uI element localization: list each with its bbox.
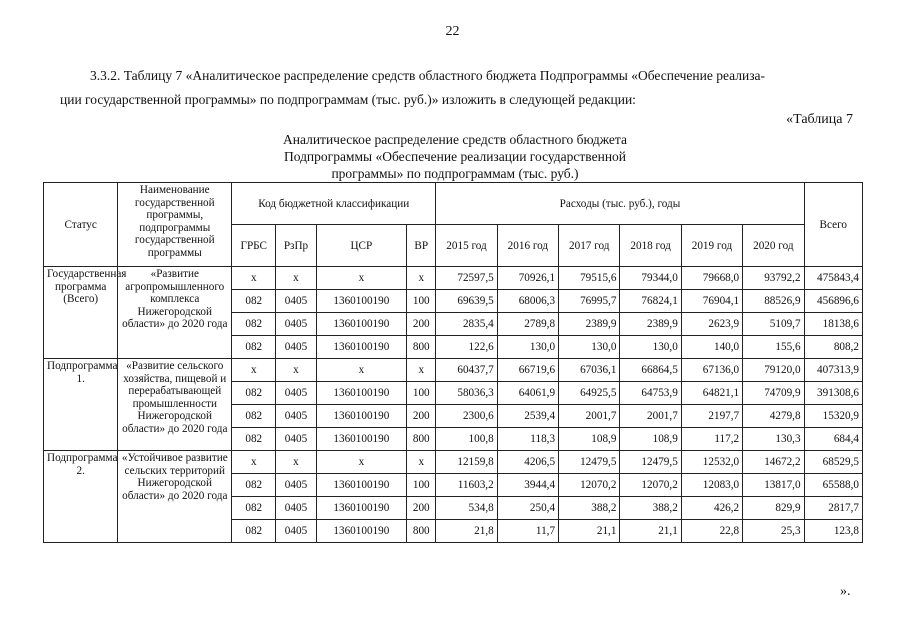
amount-cell: 2389,9 — [620, 313, 681, 336]
code-cell: 200 — [407, 497, 436, 520]
code-cell: 1360100190 — [316, 382, 407, 405]
amount-cell: 66864,5 — [620, 359, 681, 382]
amount-cell: 2300,6 — [436, 405, 497, 428]
row-status: Подпрограмма 2. — [44, 451, 118, 543]
code-cell: x — [276, 451, 316, 474]
amount-cell: 69639,5 — [436, 290, 497, 313]
amount-cell: 72597,5 — [436, 267, 497, 290]
code-cell: 082 — [232, 520, 276, 543]
code-cell: 082 — [232, 382, 276, 405]
amount-cell: 11603,2 — [436, 474, 497, 497]
amount-cell: 130,0 — [497, 336, 558, 359]
amount-cell: 67036,1 — [559, 359, 620, 382]
amount-cell: 67136,0 — [681, 359, 742, 382]
amount-cell: 25,3 — [743, 520, 804, 543]
total-cell: 391308,6 — [804, 382, 862, 405]
header-year-2019: 2019 год — [681, 225, 742, 267]
amount-cell: 68006,3 — [497, 290, 558, 313]
code-cell: 082 — [232, 405, 276, 428]
code-cell: 0405 — [276, 313, 316, 336]
amount-cell: 3944,4 — [497, 474, 558, 497]
amount-cell: 12159,8 — [436, 451, 497, 474]
code-cell: 082 — [232, 474, 276, 497]
total-cell: 65588,0 — [804, 474, 862, 497]
amount-cell: 64925,5 — [559, 382, 620, 405]
amount-cell: 12070,2 — [620, 474, 681, 497]
amount-cell: 11,7 — [497, 520, 558, 543]
code-cell: 082 — [232, 497, 276, 520]
header-year-2016: 2016 год — [497, 225, 558, 267]
code-cell: 100 — [407, 382, 436, 405]
code-cell: x — [316, 359, 407, 382]
code-cell: 200 — [407, 405, 436, 428]
header-year-2020: 2020 год — [743, 225, 804, 267]
total-cell: 475843,4 — [804, 267, 862, 290]
amount-cell: 12479,5 — [559, 451, 620, 474]
code-cell: 100 — [407, 474, 436, 497]
code-cell: 0405 — [276, 428, 316, 451]
code-cell: x — [316, 267, 407, 290]
code-cell: 1360100190 — [316, 405, 407, 428]
page-number: 22 — [445, 24, 460, 39]
amount-cell: 130,0 — [620, 336, 681, 359]
intro-line-2: ции государственной программы» по подпрограммам (тыс. руб.)» изложить в следующей редакции: — [60, 92, 636, 107]
amount-cell: 388,2 — [559, 497, 620, 520]
budget-table — [43, 182, 863, 543]
header-code-rzpr: РзПр — [276, 225, 316, 267]
code-cell: 0405 — [276, 336, 316, 359]
code-cell: 200 — [407, 313, 436, 336]
header-name: Наименование государственной программы, подпрограммы государственной программы — [118, 183, 232, 267]
amount-cell: 74709,9 — [743, 382, 804, 405]
code-cell: x — [316, 451, 407, 474]
code-cell: 0405 — [276, 382, 316, 405]
amount-cell: 130,3 — [743, 428, 804, 451]
amount-cell: 829,9 — [743, 497, 804, 520]
amount-cell: 108,9 — [620, 428, 681, 451]
header-code-grbs: ГРБС — [232, 225, 276, 267]
amount-cell: 117,2 — [681, 428, 742, 451]
header-total: Всего — [804, 183, 862, 267]
total-cell: 808,2 — [804, 336, 862, 359]
total-cell: 407313,9 — [804, 359, 862, 382]
amount-cell: 108,9 — [559, 428, 620, 451]
table-title-line-3: программы» по подпрограммам (тыс. руб.) — [331, 166, 579, 181]
code-cell: x — [232, 267, 276, 290]
code-cell: 1360100190 — [316, 520, 407, 543]
amount-cell: 76904,1 — [681, 290, 742, 313]
header-status: Статус — [44, 183, 118, 267]
amount-cell: 70926,1 — [497, 267, 558, 290]
table-title — [240, 131, 670, 182]
amount-cell: 76995,7 — [559, 290, 620, 313]
amount-cell: 2623,9 — [681, 313, 742, 336]
amount-cell: 118,3 — [497, 428, 558, 451]
code-cell: 1360100190 — [316, 336, 407, 359]
amount-cell: 12083,0 — [681, 474, 742, 497]
amount-cell: 12479,5 — [620, 451, 681, 474]
amount-cell: 21,1 — [559, 520, 620, 543]
amount-cell: 2789,8 — [497, 313, 558, 336]
amount-cell: 13817,0 — [743, 474, 804, 497]
amount-cell: 2001,7 — [559, 405, 620, 428]
total-cell: 2817,7 — [804, 497, 862, 520]
code-cell: 1360100190 — [316, 313, 407, 336]
code-cell: x — [232, 359, 276, 382]
code-cell: x — [407, 359, 436, 382]
amount-cell: 534,8 — [436, 497, 497, 520]
code-cell: x — [232, 451, 276, 474]
amount-cell: 76824,1 — [620, 290, 681, 313]
amount-cell: 64821,1 — [681, 382, 742, 405]
header-year-2015: 2015 год — [436, 225, 497, 267]
code-cell: 082 — [232, 336, 276, 359]
amount-cell: 155,6 — [743, 336, 804, 359]
header-year-2018: 2018 год — [620, 225, 681, 267]
amount-cell: 2835,4 — [436, 313, 497, 336]
amount-cell: 4279,8 — [743, 405, 804, 428]
code-cell: 800 — [407, 336, 436, 359]
row-status: Государственная программа (Всего) — [44, 267, 118, 359]
amount-cell: 140,0 — [681, 336, 742, 359]
amount-cell: 12532,0 — [681, 451, 742, 474]
closing-quote: ». — [840, 584, 851, 599]
code-cell: 1360100190 — [316, 290, 407, 313]
code-cell: 1360100190 — [316, 428, 407, 451]
code-cell: x — [407, 267, 436, 290]
amount-cell: 60437,7 — [436, 359, 497, 382]
intro-line-1: 3.3.2. Таблицу 7 «Аналитическое распределение средств областного бюджета Подпрограммы «Обеспечение реализа- — [90, 68, 766, 83]
amount-cell: 79344,0 — [620, 267, 681, 290]
code-cell: 0405 — [276, 290, 316, 313]
header-code-csr: ЦСР — [316, 225, 407, 267]
amount-cell: 5109,7 — [743, 313, 804, 336]
amount-cell: 250,4 — [497, 497, 558, 520]
amount-cell: 426,2 — [681, 497, 742, 520]
amount-cell: 2539,4 — [497, 405, 558, 428]
table-title-line-2: Подпрограммы «Обеспечение реализации государственной — [283, 149, 627, 164]
code-cell: 800 — [407, 428, 436, 451]
amount-cell: 21,1 — [620, 520, 681, 543]
row-program-name: «Развитие агропромышленного комплекса Нижегородской области» до 2020 года — [118, 267, 232, 359]
row-status: Подпрограмма 1. — [44, 359, 118, 451]
total-cell: 68529,5 — [804, 451, 862, 474]
total-cell: 15320,9 — [804, 405, 862, 428]
code-cell: 800 — [407, 520, 436, 543]
code-cell: 0405 — [276, 405, 316, 428]
code-cell: 082 — [232, 313, 276, 336]
header-code-vr: ВР — [407, 225, 436, 267]
header-year-2017: 2017 год — [559, 225, 620, 267]
amount-cell: 4206,5 — [497, 451, 558, 474]
amount-cell: 79515,6 — [559, 267, 620, 290]
code-cell: 1360100190 — [316, 474, 407, 497]
code-cell: x — [407, 451, 436, 474]
amount-cell: 58036,3 — [436, 382, 497, 405]
total-cell: 684,4 — [804, 428, 862, 451]
amount-cell: 64061,9 — [497, 382, 558, 405]
table-row — [44, 451, 863, 474]
code-cell: 082 — [232, 428, 276, 451]
amount-cell: 21,8 — [436, 520, 497, 543]
code-cell: 0405 — [276, 474, 316, 497]
amount-cell: 14672,2 — [743, 451, 804, 474]
header-expenses-group: Расходы (тыс. руб.), годы — [436, 183, 804, 225]
total-cell: 456896,6 — [804, 290, 862, 313]
amount-cell: 388,2 — [620, 497, 681, 520]
total-cell: 123,8 — [804, 520, 862, 543]
amount-cell: 79668,0 — [681, 267, 742, 290]
table-label: «Таблица 7 — [786, 112, 853, 127]
amount-cell: 93792,2 — [743, 267, 804, 290]
amount-cell: 130,0 — [559, 336, 620, 359]
amount-cell: 100,8 — [436, 428, 497, 451]
amount-cell: 22,8 — [681, 520, 742, 543]
amount-cell: 122,6 — [436, 336, 497, 359]
code-cell: 0405 — [276, 520, 316, 543]
amount-cell: 2001,7 — [620, 405, 681, 428]
table-title-line-1: Аналитическое распределение средств областного бюджета — [283, 132, 627, 147]
code-cell: 082 — [232, 290, 276, 313]
code-cell: 0405 — [276, 497, 316, 520]
table-row — [44, 359, 863, 382]
amount-cell: 79120,0 — [743, 359, 804, 382]
total-cell: 18138,6 — [804, 313, 862, 336]
amount-cell: 88526,9 — [743, 290, 804, 313]
code-cell: 100 — [407, 290, 436, 313]
amount-cell: 64753,9 — [620, 382, 681, 405]
amount-cell: 2389,9 — [559, 313, 620, 336]
code-cell: x — [276, 267, 316, 290]
code-cell: x — [276, 359, 316, 382]
header-code-group: Код бюджетной классификации — [232, 183, 436, 225]
amount-cell: 2197,7 — [681, 405, 742, 428]
amount-cell: 66719,6 — [497, 359, 558, 382]
table-body — [44, 267, 863, 543]
table-row — [44, 267, 863, 290]
row-program-name: «Развитие сельского хозяйства, пищевой и перерабатывающей промышленности Нижегородской области» до 2020 года — [118, 359, 232, 451]
amount-cell: 12070,2 — [559, 474, 620, 497]
code-cell: 1360100190 — [316, 497, 407, 520]
row-program-name: «Устойчивое развитие сельских территорий Нижегородской области» до 2020 года — [118, 451, 232, 543]
